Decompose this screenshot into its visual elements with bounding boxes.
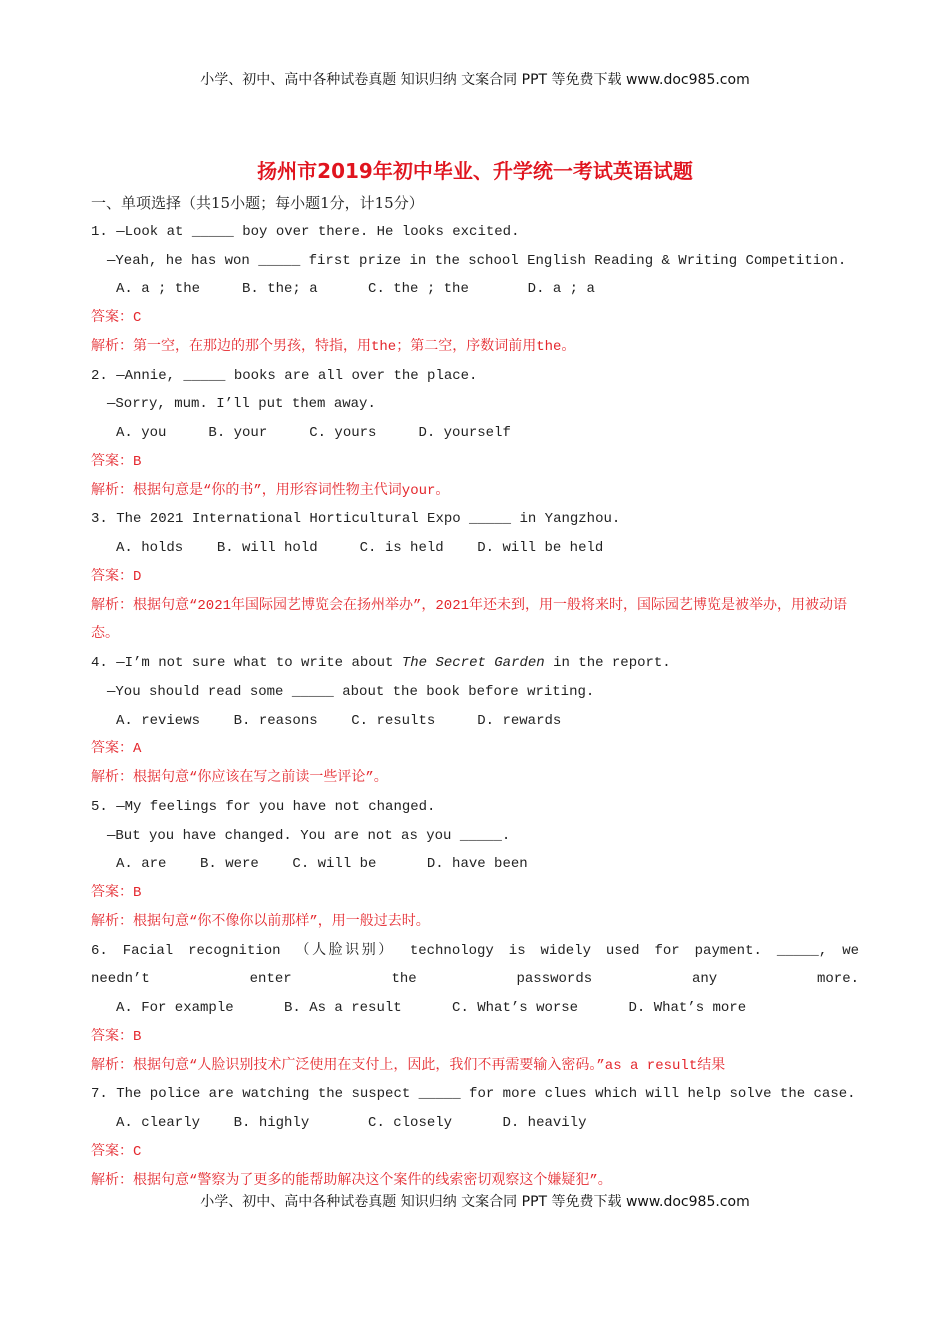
analysis: 解析：根据句意“你不像你以前那样”，用一般过去时。 bbox=[91, 913, 430, 930]
question-stem: —Sorry, mum. I’ll put them away. bbox=[107, 396, 376, 413]
question-1 bbox=[91, 218, 859, 362]
stem-text: 4. —I’m not sure what to write about bbox=[91, 655, 402, 671]
analysis: 解析：根据句意“警察为了更多的能帮助解决这个案件的线索密切观察这个嫌疑犯”。 bbox=[91, 1172, 612, 1189]
answer: 答案：A bbox=[91, 741, 142, 758]
document-title: 扬州市2019年初中毕业、升学统一考试英语试题 bbox=[257, 159, 693, 183]
question-6 bbox=[91, 937, 859, 1081]
question-stem: 7. The police are watching the suspect _____ for more clues which will help solve the case. bbox=[91, 1086, 856, 1103]
question-2 bbox=[91, 362, 859, 506]
answer: 答案：D bbox=[91, 568, 142, 585]
question-options: A. are B. were C. will be D. have been bbox=[116, 856, 528, 873]
question-7 bbox=[91, 1080, 859, 1195]
question-stem: —But you have changed. You are not as you _____. bbox=[107, 827, 511, 844]
question-options: A. you B. your C. yours D. yourself bbox=[116, 425, 511, 441]
analysis: 解析：根据句意“人脸识别技术广泛使用在支付上，因此，我们不再需要输入密码。”as a result结果 bbox=[91, 1057, 726, 1074]
question-3 bbox=[91, 505, 859, 649]
analysis: 解析：根据句意是“你的书”，用形容词性物主代词your。 bbox=[91, 482, 450, 499]
question-stem: 6. Facial recognition （人脸识别） technology is widely used for payment. _____, we needn’t enter the passwords any more. bbox=[91, 942, 859, 988]
answer: 答案：B bbox=[91, 885, 142, 901]
question-options: A. holds B. will hold C. is held D. will be held bbox=[116, 540, 604, 556]
stem-text: in the report. bbox=[544, 655, 671, 671]
question-options: A. For example B. As a result C. What’s worse D. What’s more bbox=[116, 1000, 747, 1016]
question-4 bbox=[91, 649, 859, 793]
question-stem: —You should read some _____ about the book before writing. bbox=[107, 683, 595, 700]
question-stem: —Yeah, he has won _____ first prize in the school English Reading & Writing Competition. bbox=[107, 252, 847, 269]
analysis: 解析：第一空，在那边的那个男孩，特指，用the；第二空，序数词前用the。 bbox=[91, 338, 576, 355]
answer: 答案：C bbox=[91, 1143, 142, 1160]
question-stem: 2. —Annie, _____ books are all over the place. bbox=[91, 367, 478, 384]
question-options: A. a ; the B. the; a C. the ; the D. a ; a bbox=[116, 281, 595, 298]
section-heading: 一、单项选择（共15小题；每小题1分，计15分） bbox=[91, 194, 424, 212]
answer: 答案：B bbox=[91, 453, 142, 470]
question-options: A. reviews B. reasons C. results D. rewards bbox=[116, 712, 562, 729]
analysis: 解析：根据句意“2021年国际园艺博览会在扬州举办”，2021年还未到，用一般将来时，国际园艺博览是被举办，用被动语态。 bbox=[91, 597, 848, 643]
question-5 bbox=[91, 793, 859, 937]
question-stem: 1. —Look at _____ boy over there. He looks excited. bbox=[91, 223, 520, 240]
analysis: 解析：根据句意“你应该在写之前读一些评论”。 bbox=[91, 770, 388, 786]
book-title: The Secret Garden bbox=[401, 655, 545, 671]
question-stem bbox=[91, 649, 859, 678]
page-header: 小学、初中、高中各种试卷真题 知识归纳 文案合同 PPT 等免费下载 www.doc985.com bbox=[200, 72, 750, 88]
answer: 答案：C bbox=[91, 310, 142, 326]
question-options: A. clearly B. highly C. closely D. heavily bbox=[116, 1115, 587, 1131]
document-body bbox=[91, 189, 859, 1195]
answer: 答案：B bbox=[91, 1028, 142, 1045]
question-stem: 5. —My feelings for you have not changed. bbox=[91, 798, 436, 815]
question-stem: 3. The 2021 International Horticultural Expo _____ in Yangzhou. bbox=[91, 511, 621, 528]
page-footer: 小学、初中、高中各种试卷真题 知识归纳 文案合同 PPT 等免费下载 www.doc985.com bbox=[200, 1194, 750, 1210]
